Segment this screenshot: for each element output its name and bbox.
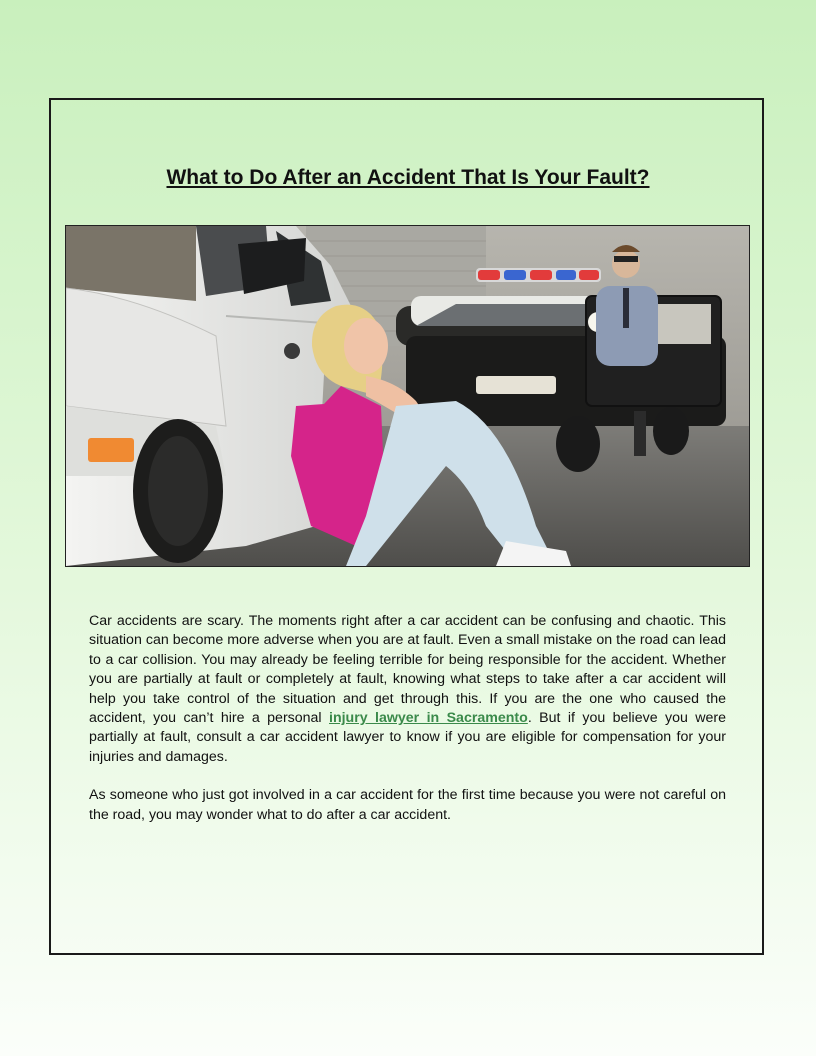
page-title: What to Do After an Accident That Is Your Fault?	[166, 166, 650, 189]
paragraph-intro-after: . But if you believe you were partially at fault, consult a car accident lawyer to know if you are eligible for compensation for your injuries and damages.	[89, 710, 727, 765]
paragraph-intro-before: Car accidents are scary. The moments right after a car accident can be confusing and chaotic. This situation can become more adverse when you are at fault. Even a small mistake on the road can lead to a car collision. You may already be feeling terrible for being responsible for the accident. Whether you are partially at fault or completely at fault, knowing what steps to take after a car accident will help you take control of the situation and get through this. If you are the one who caused the accident, you can’t hire a personal	[89, 613, 726, 727]
accident-photo	[65, 225, 750, 567]
injury-lawyer-link[interactable]: injury lawyer in Sacramento	[329, 710, 528, 727]
paragraph-intro	[89, 612, 726, 767]
paragraph-second: As someone who just got involved in a car accident for the first time because you were not careful on the road, you may wonder what to do after a car accident.	[89, 787, 726, 823]
article-body	[89, 612, 726, 844]
